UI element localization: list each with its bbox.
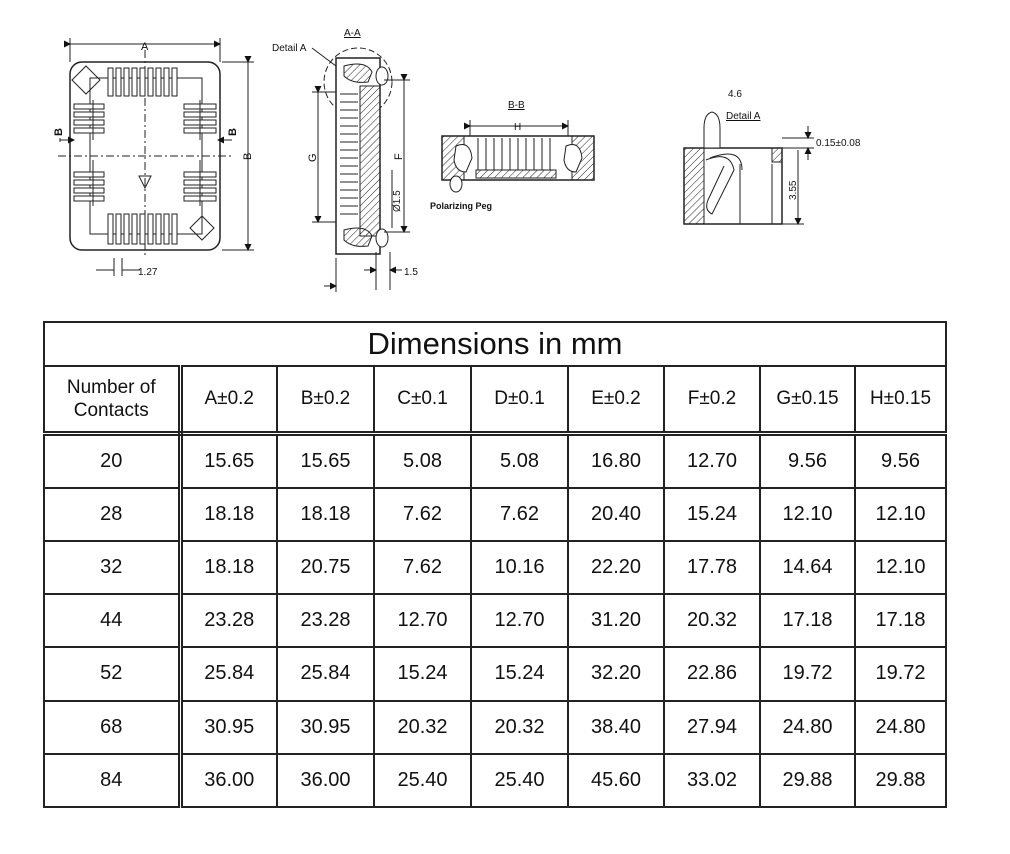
header-h: H±0.15: [855, 366, 946, 433]
table-cell: 7.62: [374, 541, 471, 594]
section-bb-label: B-B: [508, 100, 525, 111]
table-cell: 27.94: [664, 701, 760, 754]
table-cell: 23.28: [277, 594, 374, 647]
dim-dia-1-5-label: Ø1.5: [392, 190, 403, 212]
table-row: [44, 433, 946, 488]
table-cell: 20.75: [277, 541, 374, 594]
table-cell: 45.60: [568, 754, 664, 807]
table-cell: 9.56: [760, 433, 855, 488]
section-b-right-label: B: [227, 128, 239, 136]
header-f: F±0.2: [664, 366, 760, 433]
table-cell: 84: [44, 754, 180, 807]
header-d: D±0.1: [471, 366, 568, 433]
table-row: [44, 647, 946, 700]
dim-g-label: G: [307, 153, 319, 162]
table-cell: 20.32: [664, 594, 760, 647]
table-cell: 17.78: [664, 541, 760, 594]
table-cell: 18.18: [180, 488, 277, 541]
table-cell: 38.40: [568, 701, 664, 754]
detail-a-title-label: Detail A: [726, 111, 761, 122]
detail-a-drawing: [684, 112, 814, 224]
table-cell: 25.84: [277, 647, 374, 700]
header-b: B±0.2: [277, 366, 374, 433]
table-row: [44, 754, 946, 807]
table-title: Dimensions in mm: [44, 322, 946, 366]
dim-3-55-label: 3.55: [788, 180, 799, 200]
table-cell: 17.18: [855, 594, 946, 647]
dim-4-6-label: 4.6: [728, 89, 742, 100]
table-cell: 17.18: [760, 594, 855, 647]
table-cell: 19.72: [855, 647, 946, 700]
table-cell: 31.20: [568, 594, 664, 647]
top-view-drawing: [58, 38, 254, 276]
table-cell: 20.40: [568, 488, 664, 541]
table-cell: 14.64: [760, 541, 855, 594]
header-g: G±0.15: [760, 366, 855, 433]
table-cell: 32.20: [568, 647, 664, 700]
table-cell: 25.40: [471, 754, 568, 807]
table-cell: 15.65: [180, 433, 277, 488]
table-cell: 15.65: [277, 433, 374, 488]
header-c: C±0.1: [374, 366, 471, 433]
section-aa-drawing: [312, 48, 410, 292]
table-row: [44, 701, 946, 754]
table-cell: 44: [44, 594, 180, 647]
table-cell: 10.16: [471, 541, 568, 594]
table-cell: 15.24: [664, 488, 760, 541]
table-cell: 32: [44, 541, 180, 594]
table-cell: 18.18: [180, 541, 277, 594]
header-contacts: Number of Contacts: [44, 366, 180, 433]
table-cell: 20: [44, 433, 180, 488]
table-cell: 22.20: [568, 541, 664, 594]
dimensions-table: [43, 321, 947, 808]
table-cell: 15.24: [374, 647, 471, 700]
section-aa-label: A-A: [344, 28, 361, 39]
table-cell: 7.62: [471, 488, 568, 541]
table-title-row: [44, 322, 946, 366]
table-row: [44, 594, 946, 647]
dim-1-27-label: 1.27: [138, 267, 158, 278]
table-cell: 12.70: [471, 594, 568, 647]
table-cell: 24.80: [855, 701, 946, 754]
table-cell: 18.18: [277, 488, 374, 541]
dim-f-label: F: [393, 153, 405, 160]
header-a: A±0.2: [180, 366, 277, 433]
table-cell: 30.95: [277, 701, 374, 754]
dim-1-5-label: 1.5: [404, 267, 418, 278]
table-cell: 25.84: [180, 647, 277, 700]
polarizing-peg-label: Polarizing Peg: [430, 201, 493, 211]
dim-a-label: A: [141, 41, 149, 53]
header-e: E±0.2: [568, 366, 664, 433]
table-cell: 28: [44, 488, 180, 541]
table-cell: 25.40: [374, 754, 471, 807]
table-cell: 19.72: [760, 647, 855, 700]
dim-h-label: H: [514, 122, 522, 133]
table-cell: 22.86: [664, 647, 760, 700]
table-cell: 12.70: [664, 433, 760, 488]
table-cell: 36.00: [277, 754, 374, 807]
table-row: [44, 488, 946, 541]
table-cell: 5.08: [374, 433, 471, 488]
table-cell: 29.88: [855, 754, 946, 807]
table-row: [44, 541, 946, 594]
table-cell: 20.32: [374, 701, 471, 754]
table-cell: 52: [44, 647, 180, 700]
table-cell: 23.28: [180, 594, 277, 647]
dim-b-label: B: [242, 152, 254, 160]
table-cell: 7.62: [374, 488, 471, 541]
table-cell: 12.10: [855, 541, 946, 594]
table-cell: 12.10: [760, 488, 855, 541]
table-cell: 29.88: [760, 754, 855, 807]
table-cell: 68: [44, 701, 180, 754]
table-cell: 15.24: [471, 647, 568, 700]
table-cell: 9.56: [855, 433, 946, 488]
table-cell: 24.80: [760, 701, 855, 754]
table-cell: 30.95: [180, 701, 277, 754]
table-cell: 20.32: [471, 701, 568, 754]
table-cell: 5.08: [471, 433, 568, 488]
table-cell: 33.02: [664, 754, 760, 807]
table-cell: 12.10: [855, 488, 946, 541]
dim-0-15-label: 0.15±0.08: [816, 138, 861, 149]
section-b-left-label: B: [53, 128, 65, 136]
technical-drawings: [0, 0, 1010, 310]
detail-a-callout-label: Detail A: [272, 43, 307, 54]
table-cell: 16.80: [568, 433, 664, 488]
table-cell: 12.70: [374, 594, 471, 647]
table-header-row: [44, 366, 946, 433]
table-cell: 36.00: [180, 754, 277, 807]
